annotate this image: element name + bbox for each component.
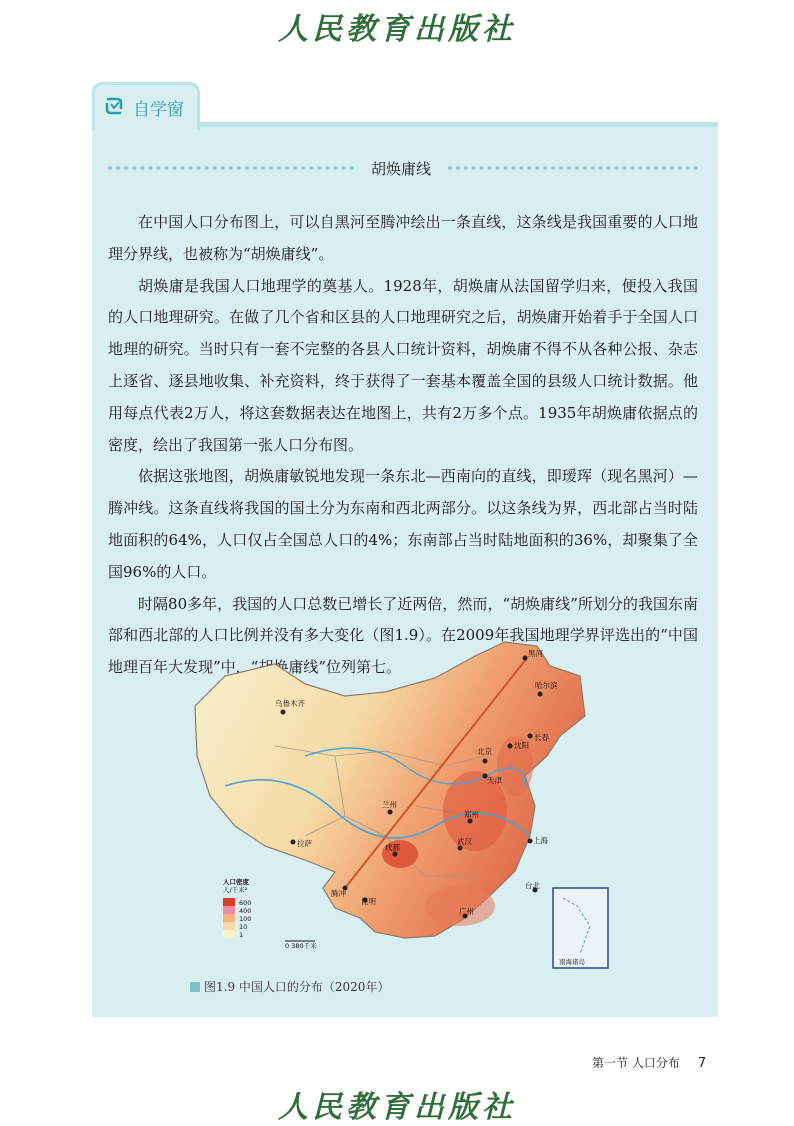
caption-text: 图1.9 中国人口的分布（2020年） xyxy=(204,980,390,994)
legend-swatch-100 xyxy=(223,914,235,922)
scale-bar-label: 0 380千米 xyxy=(285,942,317,950)
title-divider-left xyxy=(108,166,354,170)
city-label: 黑河 xyxy=(528,649,543,658)
south-sea-inset xyxy=(553,888,608,968)
city-label: 昆明 xyxy=(361,897,376,906)
caption-marker-icon xyxy=(190,982,200,992)
box-title: 胡焕庸线 xyxy=(370,160,431,178)
legend-value: 400 xyxy=(239,907,252,915)
legend-value: 600 xyxy=(239,899,252,907)
city-label: 兰州 xyxy=(382,800,397,809)
legend-swatch-600 xyxy=(223,898,235,906)
paragraph: 胡焕庸是我国人口地理学的奠基人。1928年，胡焕庸从法国留学归来，便投入我国的人口地理研究。在做了几个省和区县的人口地理研究之后，胡焕庸开始着手于全国人口地理的研究。当时只有一套不完整的各县人口统计资料，胡焕庸不得不从各种公报、杂志上逐省、逐县地收集、补充资料，终于获得了一套基本覆盖全国的县级人口统计数据。他用每点代表2万人，将这套数据表达在地图上，共有2万多个点。1935年胡焕庸依据点的密度，绘出了我国第一张人口分布图。 xyxy=(108,276,698,454)
inset-label: 南海诸岛 xyxy=(559,958,585,966)
legend-value: 1 xyxy=(239,931,244,939)
city-label: 天津 xyxy=(487,776,502,785)
legend-value: 100 xyxy=(239,915,252,923)
legend-swatch-10 xyxy=(223,922,235,930)
legend-swatch-1 xyxy=(223,930,235,938)
self-study-tab-label: 自学窗 xyxy=(133,100,184,120)
paragraph: 在中国人口分布图上，可以自黑河至腾冲绘出一条直线，这条线是我国重要的人口地理分界线，也被称为“胡焕庸线”。 xyxy=(108,213,698,263)
china-territory xyxy=(195,642,585,938)
city-label: 武汉 xyxy=(457,837,472,846)
population-map xyxy=(185,636,620,974)
city-label: 腾冲 xyxy=(331,889,346,898)
body-text xyxy=(108,207,698,684)
page-number: 7 xyxy=(697,1056,707,1071)
city-label: 长春 xyxy=(534,733,549,742)
city-label: 哈尔滨 xyxy=(535,681,558,690)
city-label: 北京 xyxy=(477,747,492,756)
city-label: 乌鲁木齐 xyxy=(275,699,305,708)
city-label: 上海 xyxy=(533,836,548,845)
title-divider-right xyxy=(448,166,698,170)
legend-value: 10 xyxy=(239,923,248,931)
city-label: 沈阳 xyxy=(514,741,529,750)
city-label: 拉萨 xyxy=(297,839,312,848)
paragraph: 依据这张地图，胡焕庸敏锐地发现一条东北—西南向的直线，即瑷珲（现名黑河）—腾冲线。这条直线将我国的国土分为东南和西北两部分。以这条线为界，西北部占当时陆地面积的64%，人口仅占全国总人口的4%；东南部占当时陆地面积的36%，却聚集了全国96%的人口。 xyxy=(108,467,698,581)
publisher-footer: 人民教育出版社 xyxy=(278,1090,516,1125)
city-label: 台北 xyxy=(525,881,540,890)
footer-section: 第一节 人口分布 xyxy=(592,1056,680,1070)
paragraph: 时隔80多年，我国的人口总数已增长了近两倍，然而，“胡焕庸线”所划分的我国东南部和西北部的人口比例并没有多大变化（图1.9）。在2009年我国地理学界评选出的“中国地理百年大发现”中，“胡焕庸线”位列第七。 xyxy=(108,594,698,677)
figure-caption xyxy=(190,978,389,995)
legend-swatch-400 xyxy=(223,906,235,914)
legend-title: 人口密度 xyxy=(223,878,249,886)
page-footer xyxy=(592,1054,706,1071)
city-label: 广州 xyxy=(459,907,474,916)
publisher-header: 人民教育出版社 xyxy=(278,12,516,47)
legend-unit: 人/千米² xyxy=(223,886,248,894)
self-study-tab xyxy=(92,82,200,130)
city-label: 郑州 xyxy=(464,810,479,819)
city-label: 成都 xyxy=(385,843,400,852)
self-study-icon xyxy=(103,95,125,117)
